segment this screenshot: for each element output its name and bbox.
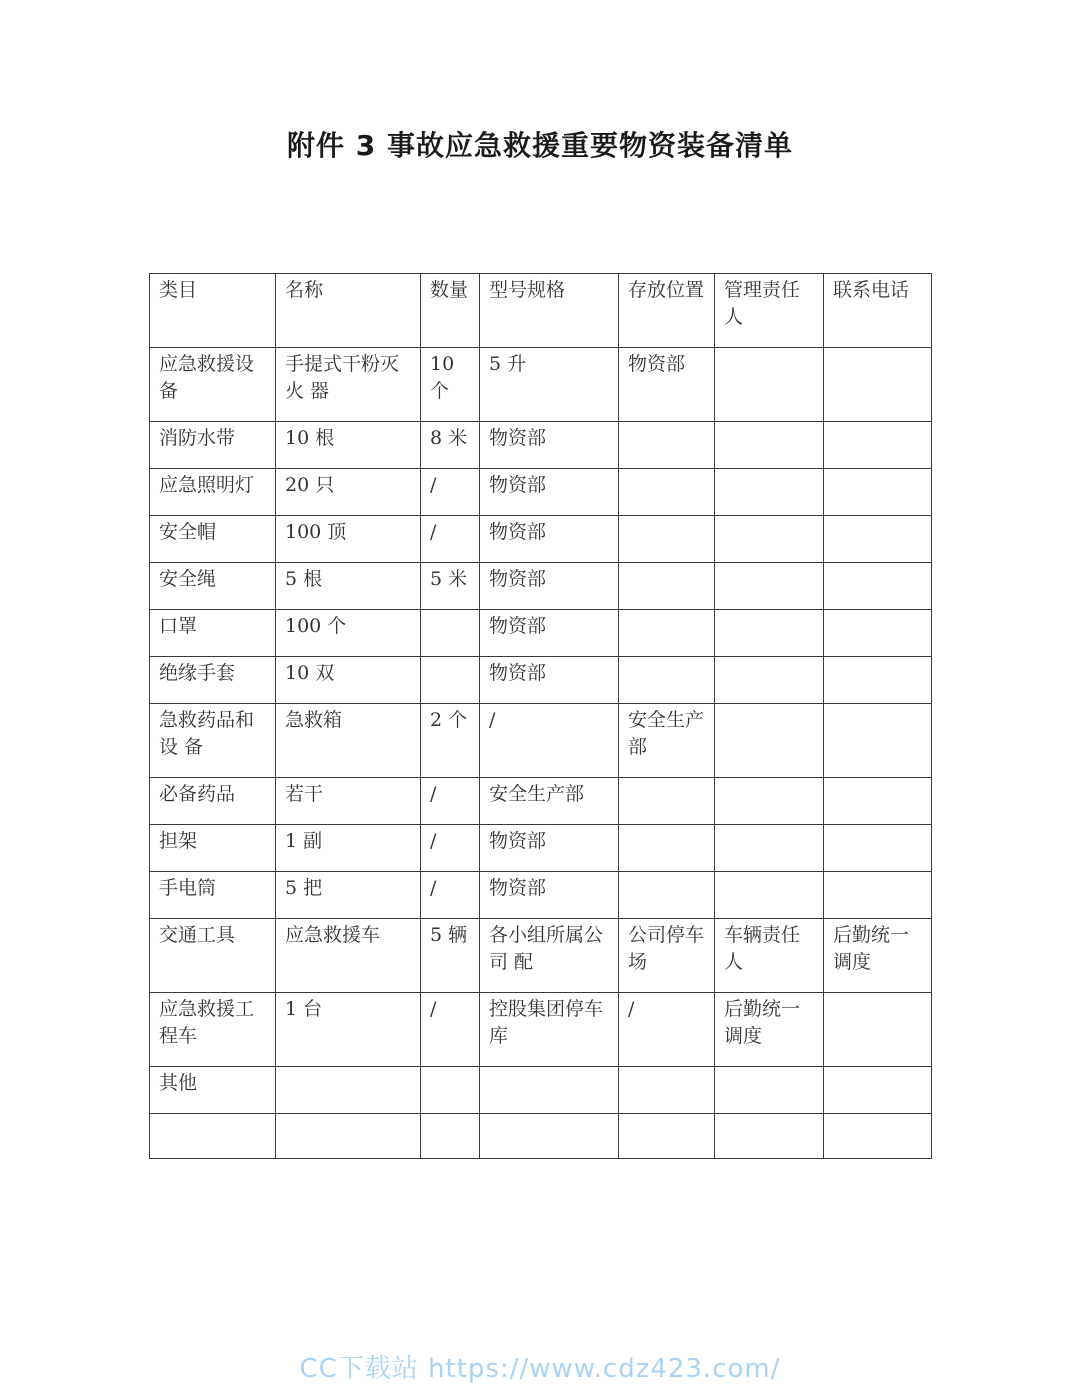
table-cell — [715, 1114, 824, 1159]
document-title: 附件 3 事故应急救援重要物资装备清单 — [287, 129, 793, 162]
table-cell: 物资部 — [480, 563, 619, 610]
table-cell: 物资部 — [480, 469, 619, 516]
header-cell: 类目 — [150, 274, 276, 348]
table-cell — [421, 657, 480, 704]
table-cell — [824, 516, 932, 563]
table-cell: 5 根 — [276, 563, 421, 610]
table-cell: 物资部 — [480, 516, 619, 563]
table-cell: 物资部 — [480, 610, 619, 657]
table-cell: 应急救援车 — [276, 919, 421, 993]
table-cell: 安全绳 — [150, 563, 276, 610]
table-row — [150, 825, 932, 872]
header-cell: 名称 — [276, 274, 421, 348]
table-cell: 车辆责任人 — [715, 919, 824, 993]
table-cell — [824, 610, 932, 657]
table-cell: 手提式干粉灭火 器 — [276, 348, 421, 422]
table-cell: / — [421, 825, 480, 872]
table-cell — [824, 1114, 932, 1159]
table-cell — [715, 825, 824, 872]
table-cell: 后勤统一调度 — [715, 993, 824, 1067]
table-cell — [715, 872, 824, 919]
table-cell: 公司停车场 — [619, 919, 715, 993]
table-cell: 1 台 — [276, 993, 421, 1067]
table-cell — [824, 778, 932, 825]
table-cell — [824, 563, 932, 610]
table-cell: 手电筒 — [150, 872, 276, 919]
table-cell — [824, 469, 932, 516]
table-cell — [619, 1067, 715, 1114]
header-cell: 管理责任人 — [715, 274, 824, 348]
table-row — [150, 657, 932, 704]
table-cell — [824, 872, 932, 919]
table-row — [150, 422, 932, 469]
table-cell: 5 米 — [421, 563, 480, 610]
table-cell: / — [421, 516, 480, 563]
table-cell — [715, 778, 824, 825]
table-cell: 应急救援设备 — [150, 348, 276, 422]
table-cell — [715, 1067, 824, 1114]
table-cell: 5 把 — [276, 872, 421, 919]
table-cell: / — [421, 469, 480, 516]
table-cell — [619, 657, 715, 704]
table-cell — [715, 469, 824, 516]
table-cell — [824, 1067, 932, 1114]
table-cell: 物资部 — [480, 825, 619, 872]
table-cell — [480, 1114, 619, 1159]
table-cell: 应急救援工程车 — [150, 993, 276, 1067]
watermark: CC下载站 https://www.cdz423.com/ — [299, 1354, 781, 1384]
table-cell: 绝缘手套 — [150, 657, 276, 704]
table-cell: / — [480, 704, 619, 778]
table-cell: 安全生产部 — [480, 778, 619, 825]
table-cell — [150, 1114, 276, 1159]
table-cell — [715, 657, 824, 704]
table-cell — [480, 1067, 619, 1114]
table-cell — [824, 825, 932, 872]
table-cell — [715, 348, 824, 422]
table-cell: / — [619, 993, 715, 1067]
table-cell: 2 个 — [421, 704, 480, 778]
table-cell: 10个 — [421, 348, 480, 422]
table-cell: 安全帽 — [150, 516, 276, 563]
table-cell: 若干 — [276, 778, 421, 825]
table-cell: 应急照明灯 — [150, 469, 276, 516]
table-row — [150, 872, 932, 919]
table-cell: 5 升 — [480, 348, 619, 422]
table-cell: 5 辆 — [421, 919, 480, 993]
table-cell: 物资部 — [619, 348, 715, 422]
table-cell: 安全生产部 — [619, 704, 715, 778]
table-cell — [619, 516, 715, 563]
table-cell — [619, 422, 715, 469]
table-row — [150, 1067, 932, 1114]
table-cell: 20 只 — [276, 469, 421, 516]
table-cell: 交通工具 — [150, 919, 276, 993]
table-cell — [715, 422, 824, 469]
table-cell: / — [421, 778, 480, 825]
table-cell — [619, 469, 715, 516]
table-row — [150, 563, 932, 610]
table-cell: 物资部 — [480, 657, 619, 704]
table-cell — [715, 516, 824, 563]
table-cell — [619, 563, 715, 610]
table-cell — [276, 1067, 421, 1114]
table-cell — [619, 778, 715, 825]
table-row — [150, 469, 932, 516]
table-cell: 急救药品和设 备 — [150, 704, 276, 778]
table-cell: 1 副 — [276, 825, 421, 872]
table-cell — [619, 610, 715, 657]
header-cell: 型号规格 — [480, 274, 619, 348]
table-cell: 急救箱 — [276, 704, 421, 778]
table-cell: 口罩 — [150, 610, 276, 657]
table-row — [150, 778, 932, 825]
table-cell: 8 米 — [421, 422, 480, 469]
table-row — [150, 1114, 932, 1159]
table-row — [150, 993, 932, 1067]
table-cell — [824, 348, 932, 422]
table-row — [150, 919, 932, 993]
table-cell: / — [421, 872, 480, 919]
table-cell — [715, 704, 824, 778]
table-cell — [619, 1114, 715, 1159]
table-cell: 10 根 — [276, 422, 421, 469]
table-cell — [824, 657, 932, 704]
table-cell — [715, 563, 824, 610]
table-cell — [824, 704, 932, 778]
table-cell — [276, 1114, 421, 1159]
table-row — [150, 516, 932, 563]
equipment-table — [149, 273, 932, 1159]
table-row — [150, 610, 932, 657]
header-cell: 联系电话 — [824, 274, 932, 348]
table-cell: 控股集团停车 库 — [480, 993, 619, 1067]
table-cell: 各小组所属公司 配 — [480, 919, 619, 993]
table-cell: 担架 — [150, 825, 276, 872]
table-cell — [619, 872, 715, 919]
table-cell — [421, 610, 480, 657]
table-row — [150, 348, 932, 422]
table-cell — [824, 993, 932, 1067]
table-cell: 必备药品 — [150, 778, 276, 825]
table-row — [150, 704, 932, 778]
table-cell: / — [421, 993, 480, 1067]
table-cell — [824, 422, 932, 469]
table-cell: 100 个 — [276, 610, 421, 657]
table-cell: 物资部 — [480, 422, 619, 469]
header-cell: 存放位置 — [619, 274, 715, 348]
table-cell: 后勤统一调度 — [824, 919, 932, 993]
table-cell: 物资部 — [480, 872, 619, 919]
table-cell: 10 双 — [276, 657, 421, 704]
table-cell: 100 顶 — [276, 516, 421, 563]
header-cell: 数量 — [421, 274, 480, 348]
table-cell — [715, 610, 824, 657]
table-cell: 其他 — [150, 1067, 276, 1114]
table-header-row — [150, 274, 932, 348]
table-cell: 消防水带 — [150, 422, 276, 469]
table-cell — [421, 1114, 480, 1159]
table-cell — [421, 1067, 480, 1114]
table-cell — [619, 825, 715, 872]
